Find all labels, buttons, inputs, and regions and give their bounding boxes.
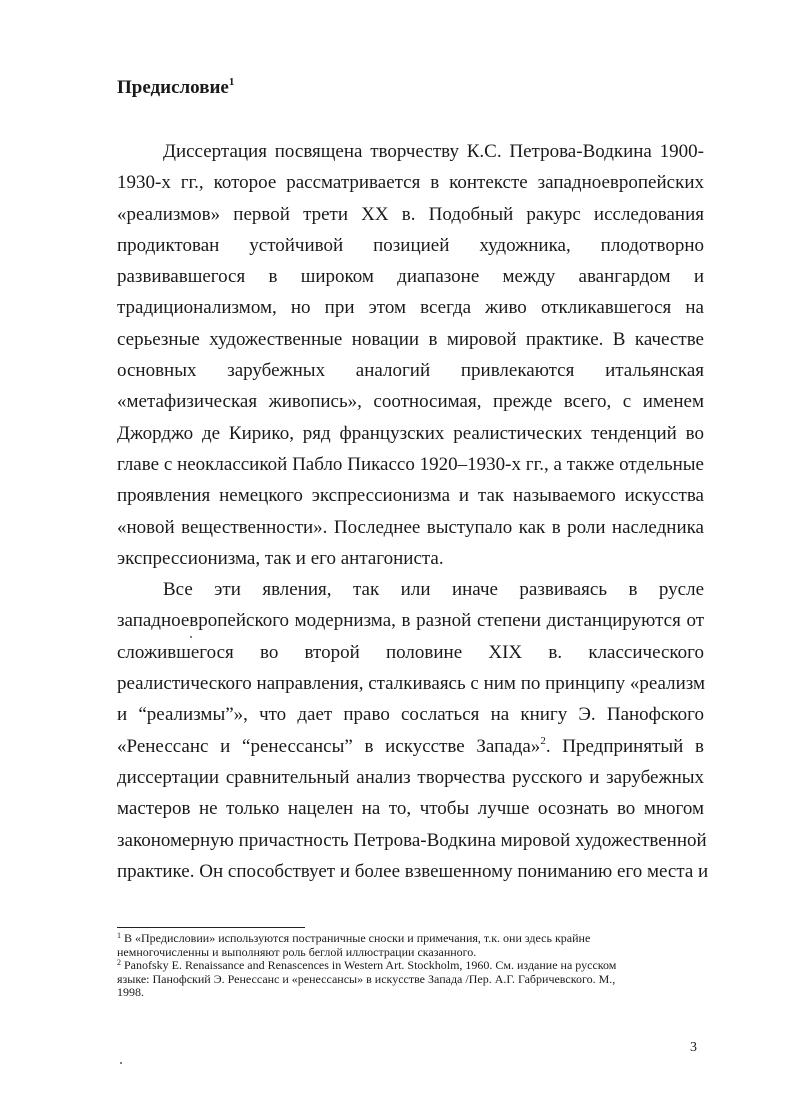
footnote-2 [117, 959, 707, 1000]
text-line: «метафизическая живопись», соотносимая, прежде всего, с именем [117, 391, 704, 413]
text-line: главе с неоклассикой Пабло Пикассо 1920–1930-х гг., а также отдельные [117, 453, 704, 475]
text-segment: «Ренессанс и “ренессансы” в искусстве Запада» [117, 735, 541, 757]
footnote-line: 1998. [117, 985, 144, 999]
text-line-with-footnote [117, 731, 704, 762]
text-line: практике. Он способствует и более взвешенному пониманию его места и [117, 860, 709, 882]
text-line: экспрессионизма, так и его антагониста. [117, 547, 444, 569]
footnote-ref-1: 1 [228, 76, 235, 88]
footnote-number: 2 [117, 958, 121, 967]
text-line: 1930-х гг., которое рассматривается в контексте западноевропейских [117, 172, 704, 194]
footnote-number: 1 [117, 931, 121, 940]
text-line: реалистического направления, сталкиваясь с ним по принципу «реализм [117, 673, 706, 695]
text-line: продиктован устойчивой позицией художника, плодотворно [117, 234, 704, 256]
footnote-line [117, 932, 707, 946]
text-line: развивавшегося в широком диапазоне между авангардом и [117, 266, 704, 288]
text-line: Джорджо де Кирико, ряд французских реалистических тенденций во [117, 422, 704, 444]
footnote-line: языке: Панофский Э. Ренессанс и «ренессансы» в искусстве Запада /Пер. А.Г. Габричевского. М., [117, 971, 616, 986]
text-line: закономерную причастность Петрова-Водкина мировой художественной [117, 829, 707, 851]
page-title-text: Предисловие [117, 77, 229, 98]
text-line: проявления немецкого экспрессионизма и так называемого искусства [117, 485, 704, 507]
text-line: западноевропейского модернизма, в разной степени дистанцируются от [117, 610, 704, 632]
footnote-ref-2: 2 [540, 734, 546, 747]
paragraph-1 [117, 136, 704, 574]
footnote-text: Panofsky E. Renaissance and Renascences in Western Art. Stockholm, 1960. См. издание на русском [124, 958, 617, 972]
footnote-line: немногочисленны и выполняют роль беглой иллюстрации сказанного. [117, 944, 477, 959]
text-line: основных зарубежных аналогий привлекаются итальянская [117, 360, 704, 382]
text-line: диссертации сравнительный анализ творчества русского и зарубежных [117, 766, 704, 788]
footnotes [117, 932, 707, 1000]
text-segment: . Предпринятый в [545, 735, 704, 757]
footnote-separator [117, 927, 305, 928]
page-title [117, 76, 234, 100]
footnote-line [117, 959, 707, 973]
scan-speck [190, 636, 192, 638]
text-line: Диссертация посвящена творчеству К.С. Петрова-Водкина 1900- [163, 141, 704, 162]
scan-speck [120, 1062, 122, 1064]
page-number: 3 [690, 1040, 697, 1055]
text-line: «реализмов» первой трети XX в. Подобный ракурс исследования [117, 203, 704, 225]
text-line: сложившегося во второй половине XIX в. классического [117, 641, 704, 663]
footnote-1 [117, 932, 707, 959]
paragraph-2 [117, 574, 709, 887]
text-line: серьезные художественные новации в мировой практике. В качестве [117, 328, 704, 350]
footnote-text: В «Предисловии» используются постраничные сноски и примечания, т.к. они здесь крайне [124, 931, 591, 945]
text-line: и “реализмы”», что дает право сослаться на книгу Э. Панофского [117, 704, 704, 726]
text-line: Все эти явления, так или иначе развиваясь в русле [163, 579, 704, 601]
text-line: мастеров не только нацелен на то, чтобы лучше осознать во многом [117, 798, 704, 820]
body-text [117, 136, 709, 887]
text-line: «новой вещественности». Последнее выступало как в роли наследника [117, 516, 704, 538]
text-line: традиционализмом, но при этом всегда живо откликавшегося на [117, 297, 704, 319]
